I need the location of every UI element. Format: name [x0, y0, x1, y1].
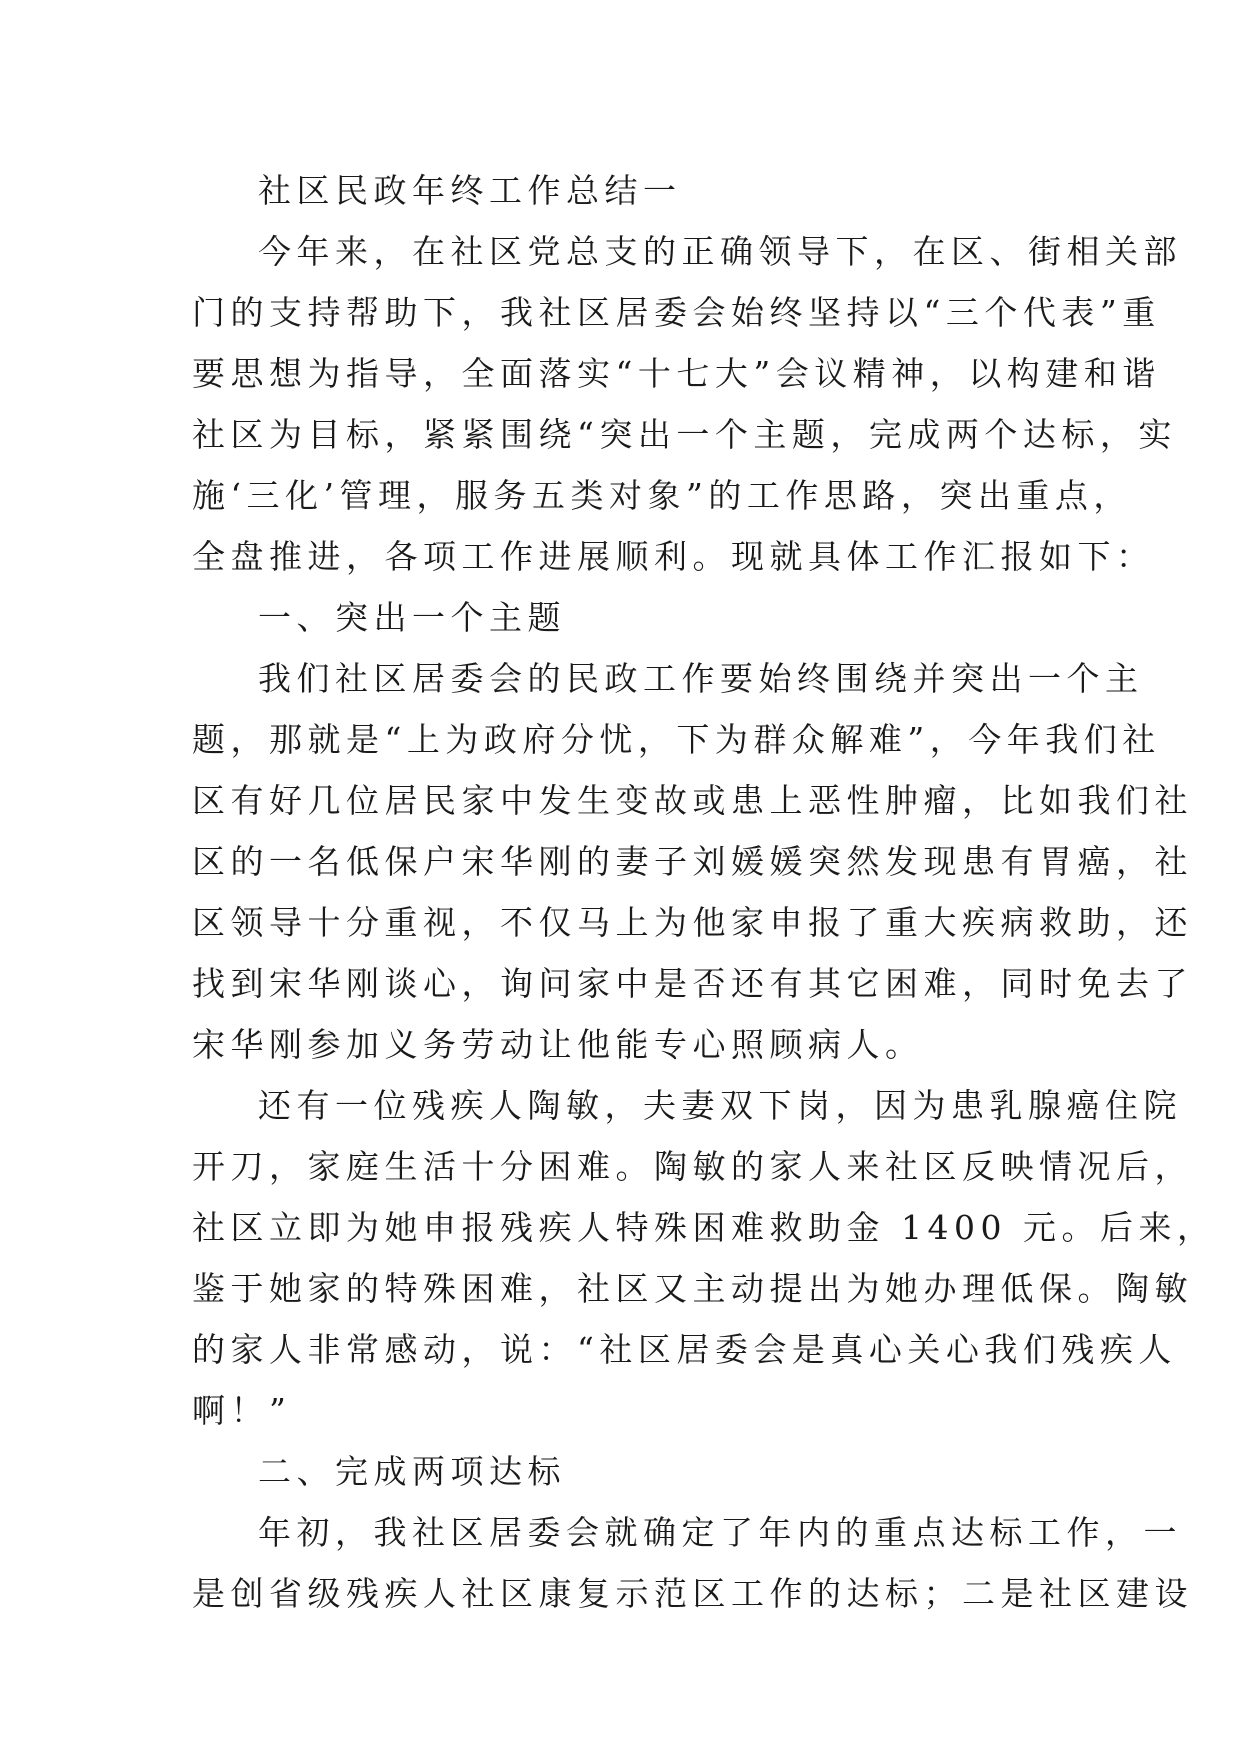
paragraph-line: 啊！” — [192, 1391, 292, 1430]
paragraph-line: 开刀，家庭生活十分困难。陶敏的家人来社区反映情况后， — [192, 1147, 1193, 1186]
section-heading: 一、突出一个主题 — [258, 598, 566, 637]
paragraph-line: 鉴于她家的特殊困难，社区又主动提出为她办理低保。陶敏 — [192, 1269, 1193, 1308]
paragraph-line: 区有好几位居民家中发生变故或患上恶性肿瘤，比如我们社 — [192, 781, 1193, 820]
paragraph-line: 要思想为指导，全面落实“十七大”会议精神，以构建和谐 — [192, 354, 1161, 393]
paragraph-line: 宋华刚参加义务劳动让他能专心照顾病人。 — [192, 1025, 924, 1064]
section-heading: 二、完成两项达标 — [258, 1452, 566, 1491]
document-page — [192, 160, 1216, 1624]
paragraph-line: 社区立即为她申报残疾人特殊困难救助金 1400 元。后来， — [192, 1208, 1216, 1247]
paragraph-line: 全盘推进，各项工作进展顺利。现就具体工作汇报如下： — [192, 537, 1155, 576]
paragraph-line: 施‘三化’管理，服务五类对象”的工作思路，突出重点， — [192, 476, 1132, 515]
paragraph-line: 题，那就是“上为政府分忧，下为群众解难”，今年我们社 — [192, 720, 1161, 759]
paragraph-line: 社区为目标，紧紧围绕“突出一个主题，完成两个达标，实 — [192, 415, 1177, 454]
paragraph-line: 是创省级残疾人社区康复示范区工作的达标；二是社区建设 — [192, 1574, 1193, 1613]
paragraph-line: 区的一名低保户宋华刚的妻子刘媛媛突然发现患有胃癌，社 — [192, 842, 1193, 881]
paragraph-line: 还有一位残疾人陶敏，夫妻双下岗，因为患乳腺癌住院 — [258, 1086, 1182, 1125]
document-title: 社区民政年终工作总结一 — [258, 171, 682, 210]
paragraph-line: 我们社区居委会的民政工作要始终围绕并突出一个主 — [258, 659, 1144, 698]
paragraph-line: 区领导十分重视，不仅马上为他家申报了重大疾病救助，还 — [192, 903, 1193, 942]
paragraph-line: 找到宋华刚谈心，询问家中是否还有其它困难，同时免去了 — [192, 964, 1193, 1003]
paragraph-line: 年初，我社区居委会就确定了年内的重点达标工作，一 — [258, 1513, 1182, 1552]
paragraph-line: 门的支持帮助下，我社区居委会始终坚持以“三个代表”重 — [192, 293, 1161, 332]
paragraph-line: 今年来，在社区党总支的正确领导下，在区、街相关部 — [258, 232, 1182, 271]
paragraph-line: 的家人非常感动，说：“社区居委会是真心关心我们残疾人 — [192, 1330, 1177, 1369]
